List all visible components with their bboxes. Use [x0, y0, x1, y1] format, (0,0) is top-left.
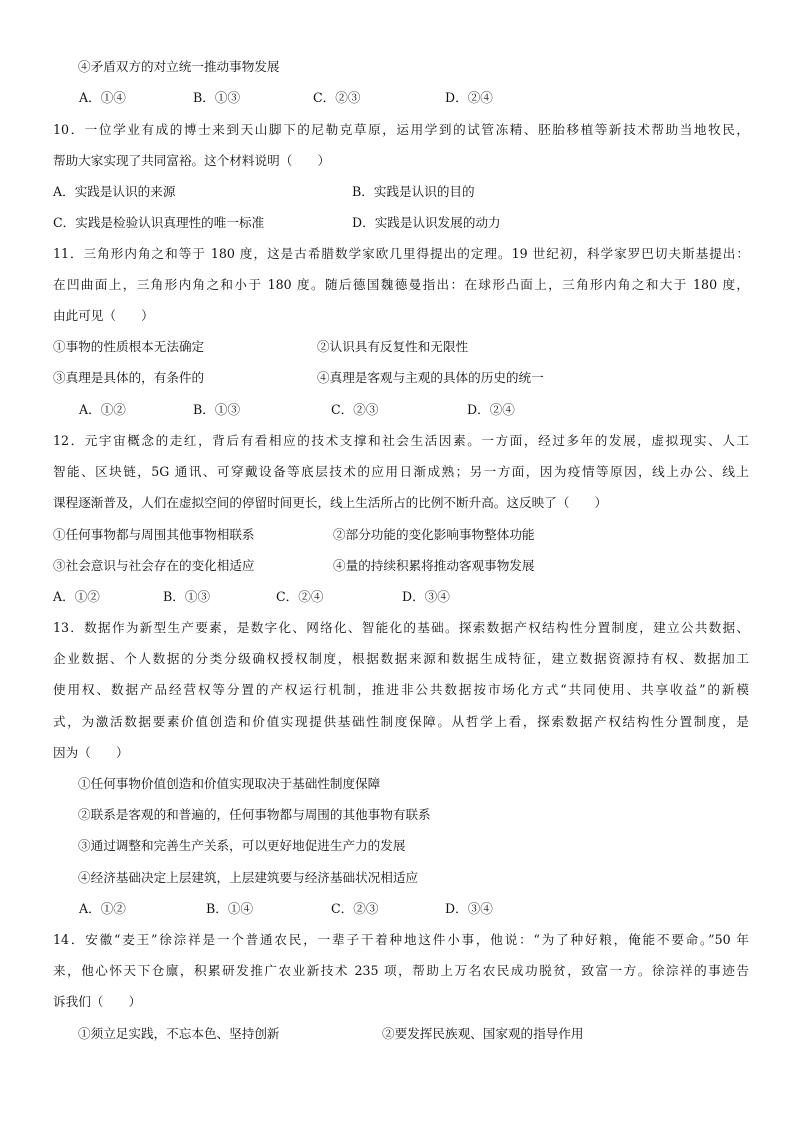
- q11-items-row-1: [0, 338, 794, 356]
- q10-option-c: C．实践是检验认识真理性的唯一标准: [53, 215, 265, 230]
- q9-options: [0, 89, 794, 107]
- q12-stem-line-3: 课程逐渐普及，人们在虚拟空间的停留时间更长，线上生活所占的比例不断升高。这反映了（ ）: [53, 495, 608, 510]
- q12-option-a: A．①②: [53, 589, 100, 604]
- q12-option-b: B．①③: [163, 589, 211, 604]
- q9-item-4: ④矛盾双方的对立统一推动事物发展: [78, 59, 280, 74]
- q13-item-1: ①任何事物价值创造和价值实现取决于基础性制度保障: [78, 776, 381, 791]
- q13-stem-line-3: 使用权、数据产品经营权等分置的产权运行机制，推进非公共数据按市场化方式“共同使用、共享收益”的新模: [53, 682, 749, 697]
- q12-items-row-1: [0, 526, 794, 544]
- q10-options-row-1: [0, 183, 794, 201]
- q12-stem-line-2: 智能、区块链，5G 通讯、可穿戴设备等底层技术的应用日渐成熟；另一方面，因为疫情等原因，线上办公、线上: [53, 464, 749, 479]
- q12-item-3: ③社会意识与社会存在的变化相适应: [53, 558, 255, 573]
- q11-options: [0, 401, 794, 419]
- q9-option-a: A．①④: [79, 90, 126, 105]
- q10-stem-line-2: 帮助大家实现了共同富裕。这个材料说明（ ）: [53, 153, 331, 168]
- q14-item-1: ①须立足实践，不忘本色、坚持创新: [78, 1026, 280, 1041]
- q9-option-b: B．①③: [193, 90, 241, 105]
- q11-option-a: A．①②: [79, 402, 126, 417]
- q13-option-d: D．③④: [445, 901, 493, 916]
- q14-item-2: ②要发挥民族观、国家观的指导作用: [382, 1026, 584, 1041]
- q13-option-a: A．①②: [79, 901, 126, 916]
- q11-stem-line-1: 11．三角形内角之和等于 180 度，这是古希腊数学家欧几里得提出的定理。19 世纪初，科学家罗巴切夫斯基提出：: [53, 246, 749, 261]
- q12-item-4: ④量的持续积累将推动客观事物发展: [333, 558, 535, 573]
- q11-item-1: ①事物的性质根本无法确定: [53, 339, 205, 354]
- q10-option-a: A．实践是认识的来源: [53, 184, 176, 199]
- q11-stem-line-3: 由此可见（ ）: [53, 308, 154, 323]
- q10-options-row-2: [0, 214, 794, 232]
- q13-item-4: ④经济基础决定上层建筑，上层建筑要与经济基础状况相适应: [78, 870, 419, 885]
- q12-item-1: ①任何事物都与周围其他事物相联系: [53, 527, 255, 542]
- q11-option-b: B．①③: [193, 402, 241, 417]
- q13-option-b: B．①④: [206, 901, 254, 916]
- q13-stem-line-5: 因为（ ）: [53, 745, 129, 760]
- q13-options: [0, 900, 794, 918]
- q11-items-row-2: [0, 369, 794, 387]
- q11-option-d: D．②④: [467, 402, 515, 417]
- q11-item-2: ②认识具有反复性和无限性: [317, 339, 469, 354]
- q11-option-c: C．②③: [331, 402, 379, 417]
- q14-stem-line-2: 来，他心怀天下仓廪，积累研发推广农业新技术 235 项，帮助上万名农民成功脱贫，致富一方。徐淙祥的事迹告: [53, 963, 749, 978]
- q9-option-c: C．②③: [313, 90, 361, 105]
- q10-option-b: B．实践是认识的目的: [352, 184, 475, 199]
- q13-stem-line-1: 13．数据作为新型生产要素，是数字化、网络化、智能化的基础。探索数据产权结构性分置制度，建立公共数据、: [53, 620, 749, 635]
- q12-stem-line-1: 12．元宇宙概念的走红，背后有看相应的技术支撑和社会生活因素。一方面，经过多年的发展，虚拟现实、人工: [53, 433, 749, 448]
- q11-item-4: ④真理是客观与主观的具体的历史的统一: [317, 370, 544, 385]
- q11-item-3: ③真理是具体的，有条件的: [53, 370, 205, 385]
- q14-items-row-1: [0, 1025, 794, 1043]
- q13-stem-line-2: 企业数据、个人数据的分类分级确权授权制度，根据数据来源和数据生成特征，建立数据资源持有权、数据加工: [53, 651, 749, 666]
- q10-option-d: D．实践是认识发展的动力: [352, 215, 501, 230]
- q14-stem-line-3: 诉我们（ ）: [53, 994, 142, 1009]
- q12-option-d: D．③④: [402, 589, 450, 604]
- q12-options: [0, 588, 794, 606]
- q13-item-2: ②联系是客观的和普遍的，任何事物都与周围的其他事物有联系: [78, 807, 431, 822]
- q13-item-3: ③通过调整和完善生产关系，可以更好地促进生产力的发展: [78, 838, 406, 853]
- q14-stem-line-1: 14．安徽“麦王”徐淙祥是一个普通农民，一辈子干着种地这件小事，他说：“为了种好粮，俺能不要命。”50 年: [53, 932, 749, 947]
- q12-item-2: ②部分功能的变化影响事物整体功能: [333, 527, 535, 542]
- q10-stem-line-1: 10．一位学业有成的博士来到天山脚下的尼勒克草原，运用学到的试管冻精、胚胎移植等新技术帮助当地牧民，: [53, 122, 749, 137]
- q9-option-d: D．②④: [445, 90, 493, 105]
- q12-option-c: C．②④: [276, 589, 324, 604]
- q12-items-row-2: [0, 557, 794, 575]
- q13-stem-line-4: 式，为激活数据要素价值创造和价值实现提供基础性制度保障。从哲学上看，探索数据产权结构性分置制度，是: [53, 714, 749, 729]
- q11-stem-line-2: 在凹曲面上，三角形内角之和小于 180 度。随后德国魏德曼指出：在球形凸面上，三角形内角之和大于 180 度，: [53, 277, 749, 292]
- q13-option-c: C．②③: [331, 901, 379, 916]
